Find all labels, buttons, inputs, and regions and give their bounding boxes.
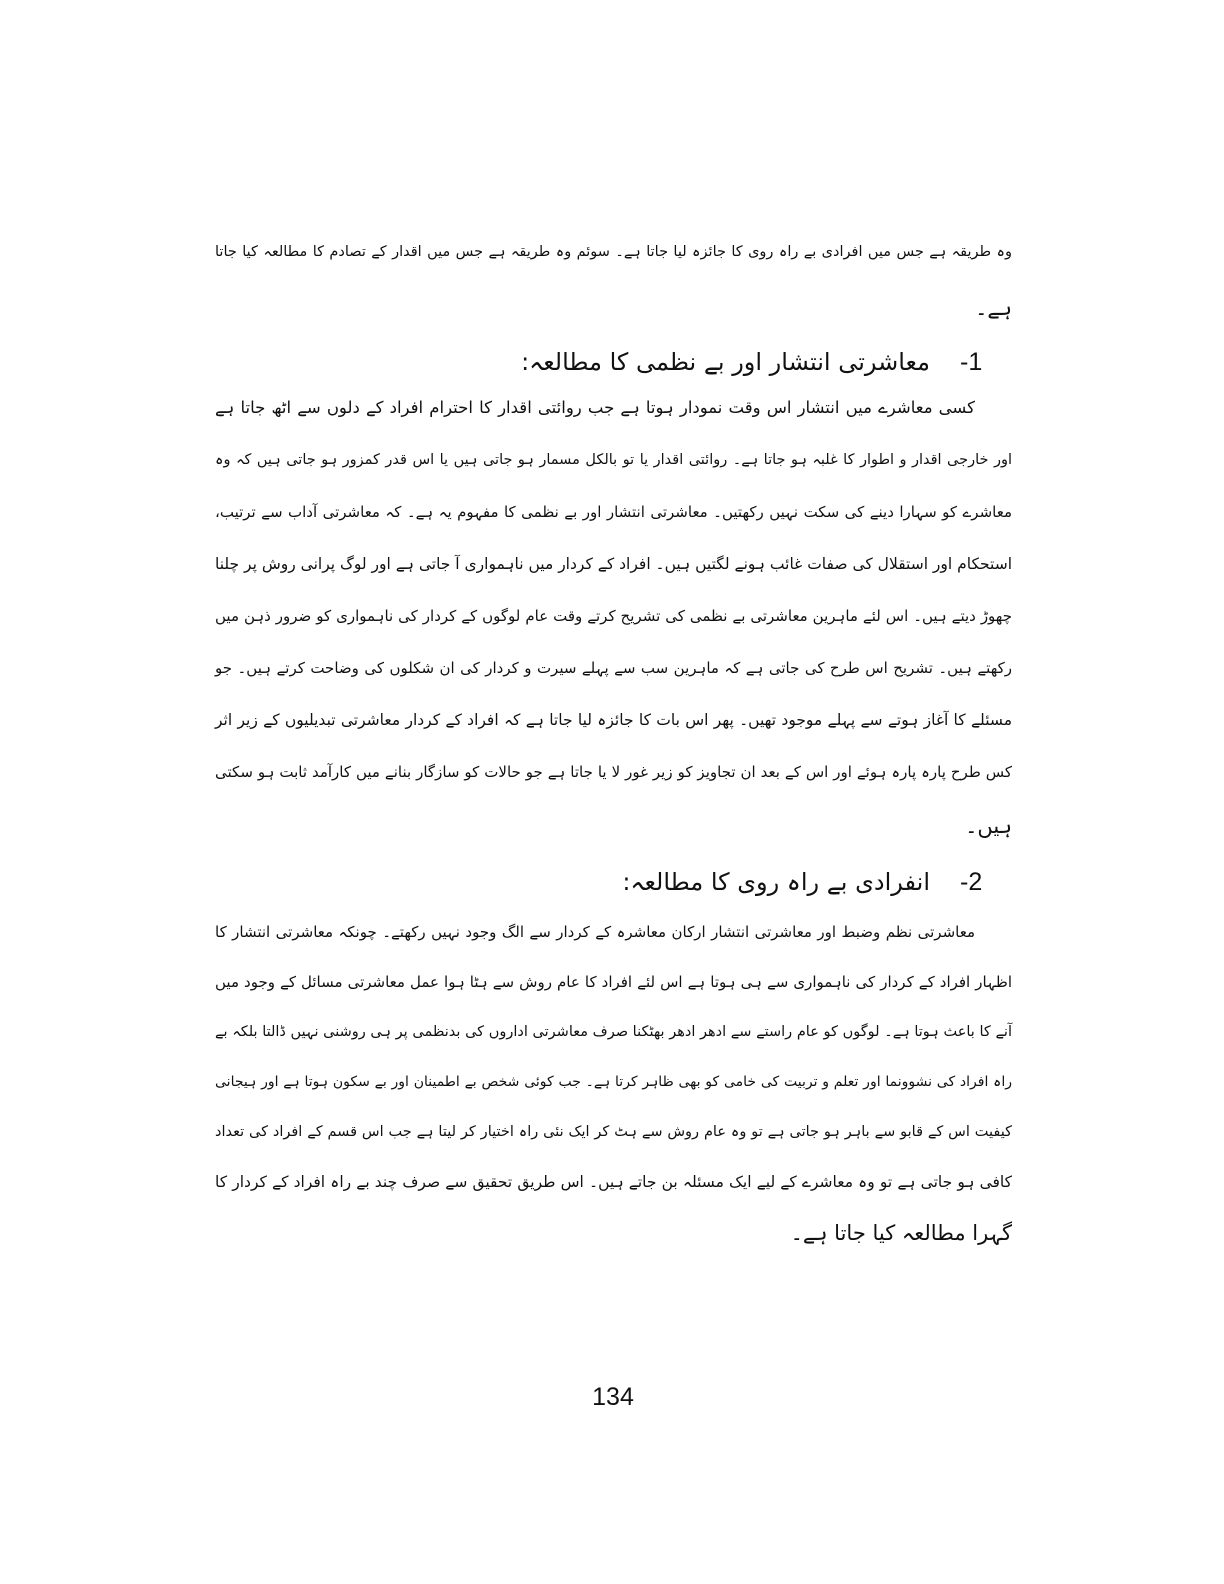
paragraph-line: معاشرے کو سہارا دینے کی سکت نہیں رکھتیں۔ معاشرتی انتشار اور بے نظمی کا مفہوم یہ ہے۔ کہ معاشرتی آداب سے ترتیب، xyxy=(215,503,1012,521)
paragraph-line: رکھتے ہیں۔ تشریح اس طرح کی جاتی ہے کہ ماہرین سب سے پہلے سیرت و کردار کی ان شکلوں کی وضاحت کرتے ہیں۔ جو xyxy=(215,659,1012,677)
paragraph-line: ہیں۔ xyxy=(965,814,1012,838)
paragraph-line: راہ افراد کی نشوونما اور تعلم و تربیت کی خامی کو بھی ظاہر کرتا ہے۔ جب کوئی شخص بے اطمینان اور بے سکون ہوتا ہے اور ہیجانی xyxy=(215,1074,1012,1090)
paragraph-line: چھوڑ دیتے ہیں۔ اس لئے ماہرین معاشرتی بے نظمی کی تشریح کرتے وقت عام لوگوں کے کردار کی ناہمواری کو ضرور ذہن میں xyxy=(215,607,1012,625)
section-2-number: -2 xyxy=(960,868,983,896)
paragraph-line: کس طرح پارہ پارہ ہوئے اور اس کے بعد ان تجاویز کو زیر غور لا یا جاتا ہے جو حالات کو سازگار بنانے میں کارآمد ثابت ہو سکتی xyxy=(215,763,1012,781)
paragraph-line: اور خارجی اقدار و اطوار کا غلبہ ہو جاتا ہے۔ روائتی اقدار یا تو بالکل مسمار ہو جاتی ہیں یا اس قدر کمزور ہو جاتی ہیں کہ وہ xyxy=(215,452,1012,468)
paragraph-line: مسئلے کا آغاز ہوتے سے پہلے موجود تھیں۔ پھر اس بات کا جائزہ لیا جاتا ہے کہ افراد کے کردار معاشرتی تبدیلیوں کے زیر اثر xyxy=(215,711,1012,729)
page-number: 134 xyxy=(592,1383,634,1411)
paragraph-line: کسی معاشرے میں انتشار اس وقت نمودار ہوتا ہے جب روائتی اقدار کا احترام افراد کے دلوں سے اٹھ جاتا ہے xyxy=(215,398,975,417)
paragraph-line: کافی ہو جاتی ہے تو وہ معاشرے کے لیے ایک مسئلہ بن جاتے ہیں۔ اس طریق تحقیق سے صرف چند بے راہ افراد کے کردار کا xyxy=(215,1173,1012,1191)
paragraph-line: آنے کا باعث ہوتا ہے۔ لوگوں کو عام راستے سے ادھر ادھر بھٹکنا صرف معاشرتی اداروں کی بدنظمی پر ہی روشنی نہیں ڈالتا بلکہ بے xyxy=(215,1024,1012,1040)
section-1-heading: معاشرتی انتشار اور بے نظمی کا مطالعہ: xyxy=(521,348,930,376)
paragraph-line: گہرا مطالعہ کیا جاتا ہے۔ xyxy=(790,1221,1012,1245)
paragraph-line: استحکام اور استقلال کی صفات غائب ہونے لگتیں ہیں۔ افراد کے کردار میں ناہمواری آ جاتی ہے اور لوگ پرانی روش پر چلنا xyxy=(215,555,1012,573)
paragraph-line: اظہار افراد کے کردار کی ناہمواری سے ہی ہوتا ہے اس لئے افراد کا عام روش سے ہٹا ہوا عمل معاشرتی مسائل کے وجود میں xyxy=(215,973,1012,991)
paragraph-line: معاشرتی نظم وضبط اور معاشرتی انتشار ارکان معاشرہ کے کردار سے الگ وجود نہیں رکھتے۔ چونکہ معاشرتی انتشار کا xyxy=(215,923,975,941)
paragraph-line: کیفیت اس کے قابو سے باہر ہو جاتی ہے تو وہ عام روش سے ہٹ کر ایک نئی راہ اختیار کر لیتا ہے جب اس قسم کے افراد کی تعداد xyxy=(215,1124,1012,1140)
section-1-number: -1 xyxy=(960,348,983,376)
section-2-heading: انفرادی بے راہ روی کا مطالعہ: xyxy=(622,868,930,896)
intro-line: ہے۔ xyxy=(975,296,1012,320)
intro-line: وہ طریقہ ہے جس میں افرادی بے راہ روی کا جائزہ لیا جاتا ہے۔ سوئم وہ طریقہ ہے جس میں اقدار کے تصادم کا مطالعہ کیا جاتا xyxy=(215,244,1012,260)
